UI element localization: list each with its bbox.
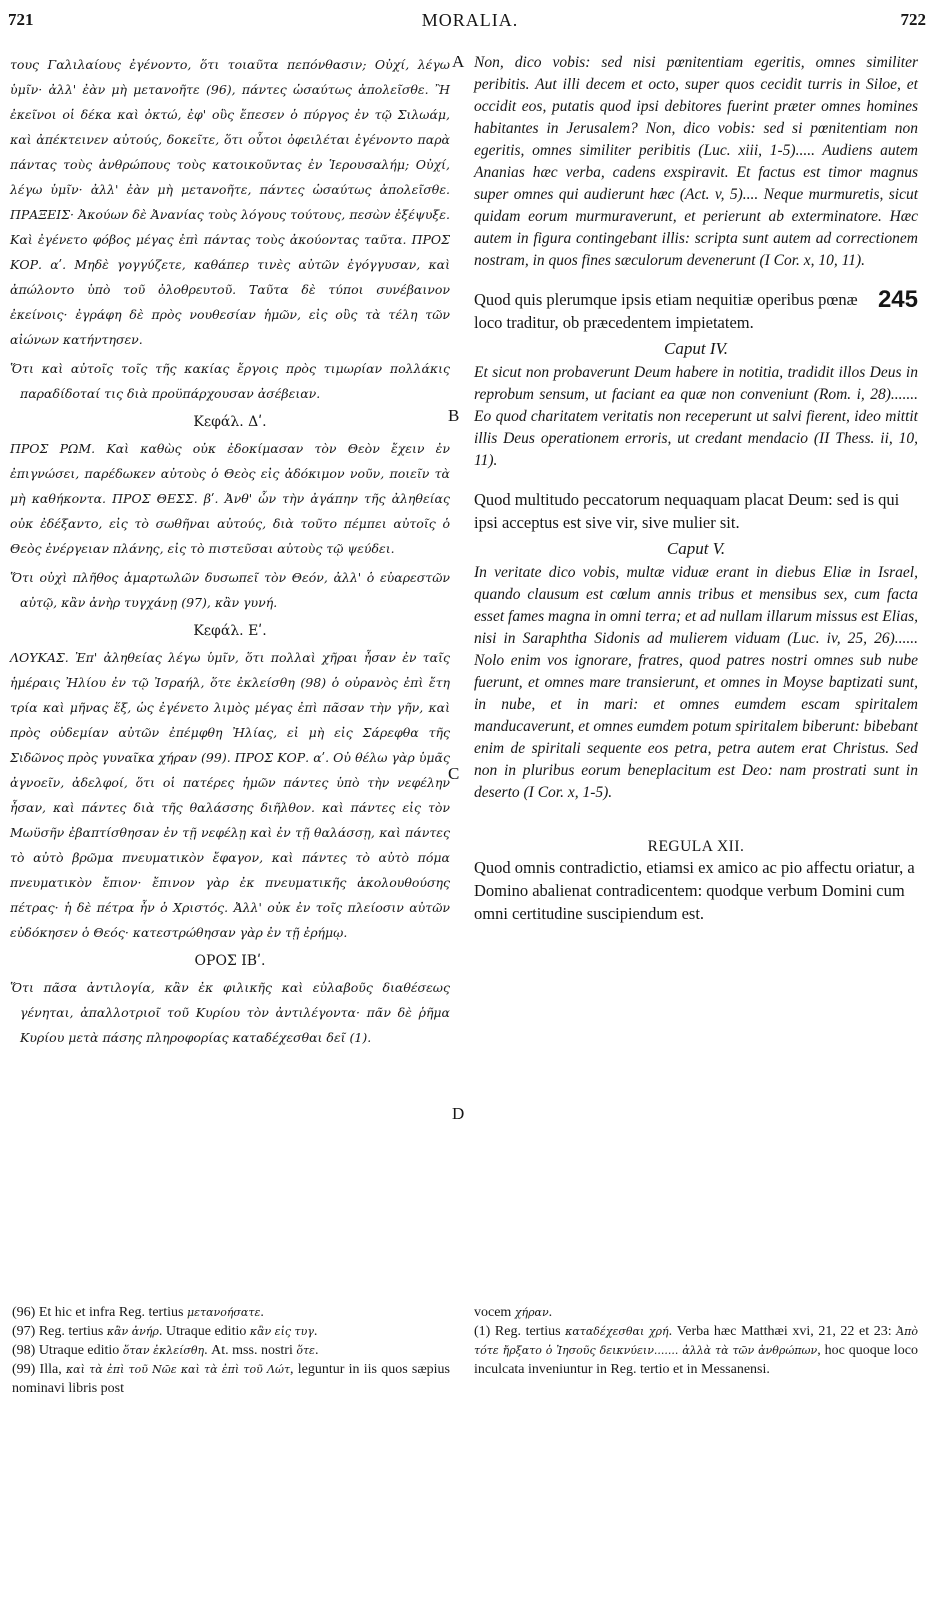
margin-letter-b: B (448, 406, 460, 425)
page-number-right: 722 (900, 10, 926, 29)
footnote-97: (97) Reg. tertius κἂν ἀνήρ. Utraque editio κἂν εἰς τυγ. (12, 1324, 318, 1339)
footnote-99-continued: vocem χήραν. (474, 1305, 553, 1320)
footnote-98: (98) Utraque editio ὅταν ἐκλείσθη. At. mss. nostri ὅτε. (12, 1343, 319, 1358)
footnote-1: (1) Reg. tertius καταδέχεσθαι χρή. Verba hæc Matthæi xvi, 21, 22 et 23: Ἀπὸ τότε ἤρξατο ὁ Ἰησοῦς δεικνύειν....... ἀλλὰ τὰ τῶν ἀνθρώπων, hoc quoque loco inculcata inveniuntur in Reg. tertio et in Messanensi. (474, 1324, 919, 1377)
footnotes-left (12, 1303, 450, 1398)
greek-chapter-heading-4: Κεφάλ. Δʹ. (193, 414, 267, 430)
running-title: MORALIA. (421, 10, 519, 30)
greek-paragraph-2: ΠΡΟΣ ΡΩΜ. Καὶ καθὼς οὐκ ἐδοκίμασαν τὸν Θεὸν ἔχειν ἐν ἐπιγνώσει, παρέδωκεν αὐτοὺς ὁ Θεὸς εἰς ἀδόκιμον νοῦν, ποιεῖν τὰ μὴ καθήκοντα. ΠΡΟΣ ΘΕΣΣ. βʹ. Ἀνθ' ὧν τὴν ἀγάπην τῆς ἀληθείας οὐκ ἐδέξαντο, εἰς τὸ σωθῆναι αὐτούς, διὰ τοῦτο πέμπει αὐτοῖς ὁ Θεὸς ἐνέργειαν πλάνης, εἰς τὸ πιστεῦσαι αὐτοὺς τῷ ψεύδει. (10, 441, 450, 556)
latin-rubric-2: Quod multitudo peccatorum nequaquam placat Deum: sed is qui ipsi acceptus est sive vir, sive mulier sit. (474, 490, 900, 532)
latin-rubric-1-text: Quod quis plerumque ipsis etiam nequitiæ operibus pœnæ loco traditur, ob præcedentem impietatem. (474, 290, 858, 332)
page-number-left: 721 (8, 10, 34, 29)
greek-chapter-heading-5: Κεφάλ. Εʹ. (193, 623, 267, 639)
latin-paragraph-1: Non, dico vobis: sed nisi pœnitentiam egeritis, omnes similiter peribitis. Aut illi decem et octo, super quos cecidit turris in Siloe, et occidit eos, putatis quod ipsi debitores fuerint præter omnes homines habitantes in Jerusalem? Non, dico vobis: sed si pœnitentiam non egeritis, omnes similiter peribitis (Luc. xiii, 1-5)..... Audiens autem Ananias hæc verba, cadens exspiravit. Et factus est timor magnus super omnes qui audierunt hæc (Act. v, 5).... Neque murmuretis, sicut quidam eorum murmuraverunt, et perierunt ab exterminatore. Hæc autem in figura contingebant illis: scripta sunt autem ad correctionem nostram, in quos fines sæculorum devenerunt (I Cor. x, 10, 11). (474, 54, 918, 269)
greek-rubric-3: Ὅτι πᾶσα ἀντιλογία, κἂν ἐκ φιλικῆς καὶ εὐλαβοῦς διαθέσεως γένηται, ἀπαλλοτριοῖ τοῦ Κυρίου τὸν ἀντιλέγοντα· πᾶν δὲ ῥῆμα Κυρίου μετὰ πάσης πληροφορίας καταδέχεσθαι δεῖ (1). (10, 980, 450, 1045)
greek-rubric-2: Ὅτι οὐχὶ πλῆθος ἁμαρτωλῶν δυσωπεῖ τὸν Θεόν, ἀλλ' ὁ εὐαρεστῶν αὐτῷ, κἂν ἀνὴρ τυγχάνῃ (97), κἂν γυνή. (10, 570, 450, 610)
section-number: 245 (877, 286, 918, 313)
latin-paragraph-3: In veritate dico vobis, multæ viduæ erant in diebus Eliæ in Israel, quando clausum est cœlum annis tribus et mensibus sex, cum facta esset fames magna in omni terra; et ad nullam illarum missus est Elias, nisi in Saraphtha Sidonis ad mulierem viduam (Luc. iv, 25, 26)...... Nolo enim vos ignorare, fratres, quod patres nostri omnes sub nube fuerunt, et omnes mare transierunt, et omnes in Moyse baptizati sunt, in nube, et in mari: et omnes eumdem escam spiritalem manducaverunt, et omnes eumdem potum spiritalem biberunt: bibebant enim de spiritali sequente eos petra, petra autem erat Christus. Sed non in pluribus eorum beneplacitum est Deo: nam prostrati sunt in deserto (I Cor. x, 1-5). (474, 564, 918, 801)
greek-paragraph-3: ΛΟΥΚΑΣ. Ἐπ' ἀληθείας λέγω ὑμῖν, ὅτι πολλαὶ χῆραι ἦσαν ἐν ταῖς ἡμέραις Ἠλίου ἐν τῷ Ἰσραήλ, ὅτε ἐκλείσθη (98) ὁ οὐρανὸς ἐπὶ ἔτη τρία καὶ μῆνας ἕξ, ὡς ἐγένετο λιμὸς μέγας ἐπὶ πᾶσαν τὴν γῆν, καὶ πρὸς οὐδεμίαν αὐτῶν ἐπέμφθη Ἠλίας, εἰ μὴ εἰς Σάρεφθα τῆς Σιδῶνος πρὸς γυναῖκα χήραν (99). ΠΡΟΣ ΚΟΡ. αʹ. Οὐ θέλω γὰρ ὑμᾶς ἀγνοεῖν, ἀδελφοί, ὅτι οἱ πατέρες ἡμῶν πάντες ὑπὸ τὴν νεφέλην ἦσαν, καὶ πάντες διὰ τῆς θαλάσσης διῆλθον. καὶ πάντες εἰς τὸν Μωϋσῆν ἐβαπτίσθησαν ἐν τῇ νεφέλῃ καὶ ἐν τῇ θαλάσσῃ, καὶ πάντες τὸ αὐτὸ βρῶμα πνευματικὸν ἔφαγον, καὶ πάντες τὸ αὐτὸ πόμα πνευματικὸν ἔπιον· ἔπινον γὰρ ἐκ πνευματικῆς ἀκολουθούσης πέτρας· ἡ δὲ πέτρα ἦν ὁ Χριστός. Ἀλλ' οὐκ ἐν τοῖς πλείοσιν αὐτῶν εὐδόκησεν ὁ Θεός· κατεστρώθησαν γὰρ ἐν τῇ ἐρήμῳ. (10, 650, 450, 940)
footnotes-right (474, 1303, 918, 1379)
latin-rule-heading-12: REGULA XII. (647, 838, 745, 855)
latin-column (474, 52, 918, 925)
latin-paragraph-2: Et sicut non probaverunt Deum habere in notitia, tradidit illos Deus in reprobum sensum, ut faciant ea quæ non conveniunt (Rom. i, 28)....... Eo quod charitatem veritatis non receperunt ut salvi fierent, ideo mittit illis Deus operationem erroris, ut credant mendacio (II Thess. ii, 10, 11). (474, 364, 918, 469)
latin-rubric-1 (474, 288, 918, 334)
greek-rubric-1: Ὅτι καὶ αὐτοῖς τοῖς τῆς κακίας ἔργοις πρὸς τιμωρίαν πολλάκις παραδίδοταί τις διὰ προϋπάρχουσαν ἀσέβειαν. (10, 361, 450, 401)
margin-letter-d: D (452, 1104, 465, 1123)
greek-paragraph-1: τους Γαλιλαίους ἐγένοντο, ὅτι τοιαῦτα πεπόνθασιν; Οὐχί, λέγω ὑμῖν· ἀλλ' ἐὰν μὴ μετανοῆτε (96), πάντες ὡσαύτως ἀπολεῖσθε. Ἢ ἐκεῖνοι οἱ δέκα καὶ ὀκτώ, ἐφ' οὓς ἔπεσεν ὁ πύργος ἐν τῷ Σιλωάμ, καὶ ἀπέκτεινεν αὐτούς, δοκεῖτε, ὅτι οὗτοι ὀφειλέται ἐγένοντο παρὰ πάντας τοὺς ἀνθρώπους τοὺς κατοικοῦντας ἐν Ἱερουσαλήμ; Οὐχί, λέγω ὑμῖν· ἀλλ' ἐὰν μὴ μετανοῆτε, πάντες ὡσαύτως ἀπολεῖσθε. ΠΡΑΞΕΙΣ· Ἀκούων δὲ Ἀνανίας τοὺς λόγους τούτους, πεσὼν ἐξέψυξε. Καὶ ἐγένετο φόβος μέγας ἐπὶ πάντας τοὺς ἀκούοντας ταῦτα. ΠΡΟΣ ΚΟΡ. αʹ. Μηδὲ γογγύζετε, καθάπερ τινὲς αὐτῶν ἐγόγγυσαν, καὶ ἀπώλοντο ὑπὸ τοῦ ὀλοθρευτοῦ. Ταῦτα δὲ τύποι συνέβαινον ἐκείνοις· ἐγράφη δὲ πρὸς νουθεσίαν ἡμῶν, εἰς οὓς τὰ τέλη τῶν αἰώνων κατήντησεν. (10, 57, 450, 347)
page-header (0, 10, 940, 36)
margin-letter-a: A (452, 52, 465, 71)
greek-rule-heading-12: ΟΡΟΣ ΙΒʹ. (194, 953, 266, 969)
greek-column (10, 52, 450, 1054)
latin-chapter-heading-4: Caput IV. (664, 339, 728, 358)
footnote-96: (96) Et hic et infra Reg. tertius μετανοήσατε. (12, 1305, 264, 1320)
margin-letter-c: C (448, 764, 460, 783)
latin-rubric-3: Quod omnis contradictio, etiamsi ex amico ac pio affectu oriatur, a Domino abalienat contradicentem: quodque verbum Domini cum omni certitudine suscipiendum est. (474, 858, 915, 923)
footnote-99: (99) Illa, καὶ τὰ ἐπὶ τοῦ Νῶε καὶ τὰ ἐπὶ τοῦ Λώτ, leguntur in iis quos sæpius nominavi libris post (12, 1362, 450, 1396)
latin-chapter-heading-5: Caput V. (666, 539, 726, 558)
